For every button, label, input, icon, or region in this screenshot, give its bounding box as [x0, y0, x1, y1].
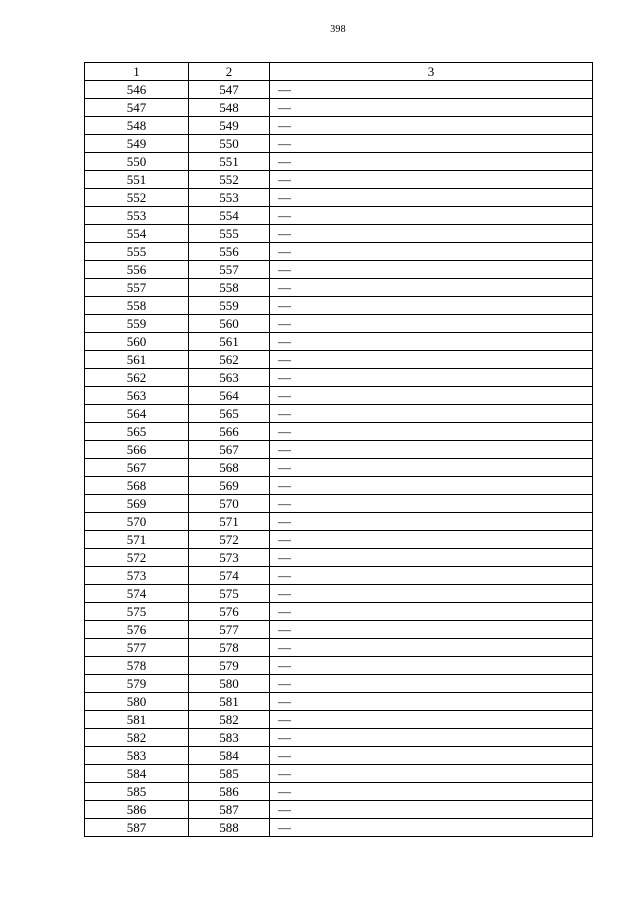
table-cell-col-1: 552 — [85, 189, 189, 207]
table-cell-col-3: — — [270, 333, 593, 351]
table-cell-col-1: 567 — [85, 459, 189, 477]
table-cell-col-1: 554 — [85, 225, 189, 243]
table-cell-col-1: 581 — [85, 711, 189, 729]
table-cell-col-3: — — [270, 387, 593, 405]
table-cell-col-1: 548 — [85, 117, 189, 135]
table-row — [85, 261, 593, 279]
table-cell-col-2: 556 — [189, 243, 270, 261]
table-cell-col-2: 566 — [189, 423, 270, 441]
table-row — [85, 243, 593, 261]
table-cell-col-2: 562 — [189, 351, 270, 369]
table-cell-col-3: — — [270, 567, 593, 585]
table-row — [85, 333, 593, 351]
table-cell-col-3: — — [270, 801, 593, 819]
table-cell-col-3: — — [270, 243, 593, 261]
table-cell-col-3: — — [270, 297, 593, 315]
table-cell-col-3: — — [270, 405, 593, 423]
table-cell-col-2: 555 — [189, 225, 270, 243]
table-cell-col-2: 581 — [189, 693, 270, 711]
table-row — [85, 351, 593, 369]
table-cell-col-3: — — [270, 225, 593, 243]
table-cell-col-2: 565 — [189, 405, 270, 423]
table-cell-col-1: 562 — [85, 369, 189, 387]
table-cell-col-3: — — [270, 675, 593, 693]
table-cell-col-1: 557 — [85, 279, 189, 297]
table-cell-col-3: — — [270, 153, 593, 171]
table-cell-col-3: — — [270, 765, 593, 783]
table-cell-col-1: 549 — [85, 135, 189, 153]
table-row — [85, 711, 593, 729]
table-cell-col-1: 568 — [85, 477, 189, 495]
table-cell-col-1: 572 — [85, 549, 189, 567]
table-cell-col-3: — — [270, 189, 593, 207]
table-row — [85, 549, 593, 567]
table-cell-col-1: 551 — [85, 171, 189, 189]
table-cell-col-2: 577 — [189, 621, 270, 639]
table-row — [85, 99, 593, 117]
table-cell-col-2: 572 — [189, 531, 270, 549]
table-cell-col-1: 560 — [85, 333, 189, 351]
table-cell-col-2: 552 — [189, 171, 270, 189]
table-cell-col-2: 583 — [189, 729, 270, 747]
table-cell-col-1: 577 — [85, 639, 189, 657]
table-row — [85, 747, 593, 765]
table-cell-col-2: 569 — [189, 477, 270, 495]
table-row — [85, 585, 593, 603]
table-cell-col-2: 553 — [189, 189, 270, 207]
table-cell-col-1: 555 — [85, 243, 189, 261]
table-cell-col-2: 582 — [189, 711, 270, 729]
table-cell-col-2: 580 — [189, 675, 270, 693]
table-cell-col-2: 563 — [189, 369, 270, 387]
table-cell-col-3: — — [270, 423, 593, 441]
table-header — [85, 63, 593, 81]
table-row — [85, 801, 593, 819]
table-cell-col-2: 575 — [189, 585, 270, 603]
table-row — [85, 531, 593, 549]
table-cell-col-3: — — [270, 639, 593, 657]
table-row — [85, 567, 593, 585]
table-cell-col-2: 549 — [189, 117, 270, 135]
table-cell-col-3: — — [270, 351, 593, 369]
table-cell-col-1: 561 — [85, 351, 189, 369]
table-cell-col-3: — — [270, 495, 593, 513]
table-row — [85, 675, 593, 693]
table-row — [85, 405, 593, 423]
table-cell-col-3: — — [270, 315, 593, 333]
table-row — [85, 369, 593, 387]
table-cell-col-3: — — [270, 603, 593, 621]
table-cell-col-1: 587 — [85, 819, 189, 837]
table-row — [85, 423, 593, 441]
table-row — [85, 459, 593, 477]
table-cell-col-3: — — [270, 171, 593, 189]
table-row — [85, 693, 593, 711]
table-row — [85, 135, 593, 153]
table-cell-col-3: — — [270, 261, 593, 279]
table-row — [85, 639, 593, 657]
table-cell-col-2: 558 — [189, 279, 270, 297]
table-row — [85, 387, 593, 405]
table-cell-col-1: 569 — [85, 495, 189, 513]
table-row — [85, 297, 593, 315]
table-cell-col-2: 570 — [189, 495, 270, 513]
table-cell-col-3: — — [270, 711, 593, 729]
table-cell-col-2: 587 — [189, 801, 270, 819]
table-cell-col-3: — — [270, 657, 593, 675]
table-row — [85, 81, 593, 99]
table-row — [85, 171, 593, 189]
table-cell-col-1: 584 — [85, 765, 189, 783]
table-cell-col-3: — — [270, 477, 593, 495]
table-cell-col-2: 588 — [189, 819, 270, 837]
column-header-1: 1 — [85, 63, 189, 81]
table-row — [85, 765, 593, 783]
table-cell-col-2: 550 — [189, 135, 270, 153]
table-cell-col-2: 547 — [189, 81, 270, 99]
table-cell-col-2: 548 — [189, 99, 270, 117]
table-cell-col-3: — — [270, 783, 593, 801]
table-row — [85, 783, 593, 801]
table-cell-col-3: — — [270, 279, 593, 297]
data-table — [84, 62, 593, 837]
table-cell-col-1: 585 — [85, 783, 189, 801]
table-cell-col-1: 579 — [85, 675, 189, 693]
table-cell-col-1: 553 — [85, 207, 189, 225]
table-cell-col-2: 557 — [189, 261, 270, 279]
table-cell-col-2: 574 — [189, 567, 270, 585]
table-row — [85, 819, 593, 837]
table-cell-col-3: — — [270, 117, 593, 135]
table-cell-col-3: — — [270, 99, 593, 117]
table-row — [85, 657, 593, 675]
table-cell-col-3: — — [270, 747, 593, 765]
table-cell-col-3: — — [270, 693, 593, 711]
table-cell-col-3: — — [270, 207, 593, 225]
table-cell-col-2: 560 — [189, 315, 270, 333]
table-cell-col-1: 576 — [85, 621, 189, 639]
table-cell-col-3: — — [270, 621, 593, 639]
table-cell-col-3: — — [270, 549, 593, 567]
table-cell-col-3: — — [270, 729, 593, 747]
table-cell-col-2: 585 — [189, 765, 270, 783]
table-cell-col-1: 550 — [85, 153, 189, 171]
table-cell-col-1: 575 — [85, 603, 189, 621]
table-cell-col-1: 564 — [85, 405, 189, 423]
table-cell-col-2: 586 — [189, 783, 270, 801]
table-row — [85, 441, 593, 459]
column-header-3: 3 — [270, 63, 593, 81]
table-body — [85, 81, 593, 837]
table-cell-col-3: — — [270, 513, 593, 531]
table-cell-col-2: 559 — [189, 297, 270, 315]
page-number: 398 — [330, 24, 346, 35]
table-cell-col-3: — — [270, 441, 593, 459]
table-cell-col-1: 547 — [85, 99, 189, 117]
table-cell-col-3: — — [270, 819, 593, 837]
header-row — [85, 63, 593, 81]
table-cell-col-2: 567 — [189, 441, 270, 459]
table-cell-col-1: 573 — [85, 567, 189, 585]
table-row — [85, 207, 593, 225]
table-cell-col-1: 580 — [85, 693, 189, 711]
table-row — [85, 621, 593, 639]
table-row — [85, 477, 593, 495]
table-cell-col-3: — — [270, 459, 593, 477]
table-row — [85, 495, 593, 513]
table-cell-col-3: — — [270, 531, 593, 549]
table-cell-col-1: 574 — [85, 585, 189, 603]
table-cell-col-3: — — [270, 585, 593, 603]
table-cell-col-2: 561 — [189, 333, 270, 351]
table-cell-col-2: 551 — [189, 153, 270, 171]
table-row — [85, 729, 593, 747]
table-cell-col-2: 573 — [189, 549, 270, 567]
table-row — [85, 513, 593, 531]
column-header-2: 2 — [189, 63, 270, 81]
table-row — [85, 603, 593, 621]
table-cell-col-1: 582 — [85, 729, 189, 747]
table-row — [85, 117, 593, 135]
table-cell-col-1: 578 — [85, 657, 189, 675]
table-cell-col-2: 571 — [189, 513, 270, 531]
table-cell-col-1: 570 — [85, 513, 189, 531]
table-cell-col-1: 565 — [85, 423, 189, 441]
table-cell-col-1: 571 — [85, 531, 189, 549]
table-row — [85, 225, 593, 243]
table-row — [85, 189, 593, 207]
table-cell-col-2: 576 — [189, 603, 270, 621]
table-cell-col-1: 583 — [85, 747, 189, 765]
table-cell-col-3: — — [270, 81, 593, 99]
table-cell-col-2: 564 — [189, 387, 270, 405]
table-cell-col-2: 568 — [189, 459, 270, 477]
table-row — [85, 279, 593, 297]
table-cell-col-1: 558 — [85, 297, 189, 315]
table-cell-col-2: 554 — [189, 207, 270, 225]
table-cell-col-1: 559 — [85, 315, 189, 333]
table-cell-col-3: — — [270, 369, 593, 387]
table-cell-col-3: — — [270, 135, 593, 153]
table-cell-col-2: 578 — [189, 639, 270, 657]
table-cell-col-1: 546 — [85, 81, 189, 99]
table-cell-col-1: 556 — [85, 261, 189, 279]
table-cell-col-2: 584 — [189, 747, 270, 765]
table-cell-col-1: 563 — [85, 387, 189, 405]
table-cell-col-2: 579 — [189, 657, 270, 675]
table-row — [85, 315, 593, 333]
table-row — [85, 153, 593, 171]
table-cell-col-1: 586 — [85, 801, 189, 819]
table-cell-col-1: 566 — [85, 441, 189, 459]
